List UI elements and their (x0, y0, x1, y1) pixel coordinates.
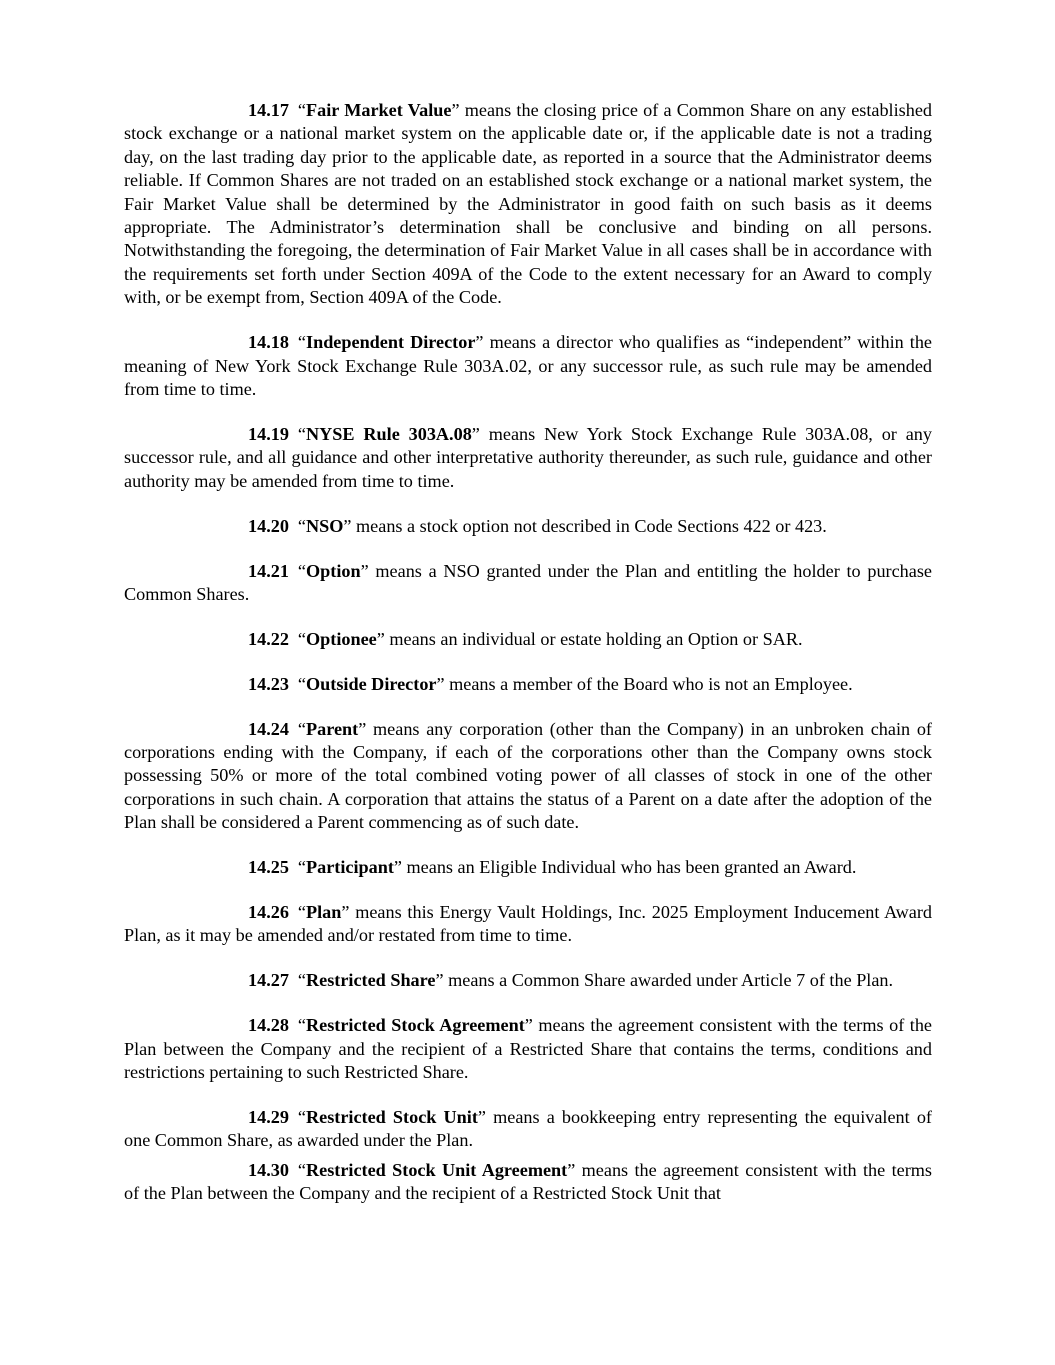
defined-term: Restricted Stock Agreement (306, 1015, 525, 1036)
section-number: 14.17 (248, 100, 289, 120)
section-number: 14.25 (248, 857, 289, 878)
definition-text: means an individual or estate holding an Option or SAR. (384, 628, 803, 649)
definition-text: means this Energy Vault Holdings, Inc. 2025 Employment Inducement Award Plan, as it may be amended and/or restated from time to time. (124, 902, 932, 946)
defined-term: Plan (306, 902, 342, 923)
definition-14-24: 14.24 “Parent” means any corporation (other than the Company) in an unbroken chain of corporations ending with the Company, if each of the corporations other than the Company owns stock possessing 50% or more of the total combined voting power of all classes of stock in one of the other corporations in such chain. A corporation that attains the status of a Parent on a date after the adoption of the Plan shall be considered a Parent commencing as of such date. (124, 718, 932, 833)
section-number: 14.29 (248, 1107, 289, 1127)
definition-text: means a stock option not described in Code Sections 422 or 423. (351, 515, 827, 536)
definition-text: means an Eligible Individual who has been granted an Award. (401, 857, 857, 878)
section-number: 14.30 (248, 1159, 289, 1180)
definition-text: means New York Stock Exchange Rule 303A.08, or any successor rule, and all guidance and other interpretative authority thereunder, as such rule, guidance and other authority may be amended from time to time. (124, 423, 932, 491)
definition-text: means a director who qualifies as “independent” within the meaning of New York Stock Exchange Rule 303A.02, or any successor rule, as such rule may be amended from time to time. (124, 332, 933, 399)
section-number: 14.27 (248, 970, 289, 991)
definition-14-19: 14.19 “NYSE Rule 303A.08” means New York Stock Exchange Rule 303A.08, or any successor rule, and all guidance and other interpretative authority thereunder, as such rule, guidance and other authority may be amended from time to time. (124, 423, 932, 491)
definition-text: means the closing price of a Common Share on any established stock exchange or a national market system on the applicable date or, if the applicable date is not a trading day, on the last trading day prior to the applicable date, as reported in a source that the Administrator deems reliable. If Common Shares are not traded on an established stock exchange or a national market system, the Fair Market Value shall be determined by the Administrator in good faith on such basis as it deems appropriate. The Administrator’s determination shall be conclusive and binding on all persons. Notwithstanding the foregoing, the determination of Fair Market Value in all cases shall be in accordance with the requirements set forth under Section 409A of the Code to the extent necessary for an Award to comply with, or be exempt from, Section 409A of the Code. (124, 100, 933, 308)
defined-term: Outside Director (306, 673, 437, 694)
defined-term: Parent (306, 718, 359, 739)
section-number: 14.18 (248, 332, 289, 353)
definition-14-30: 14.30 “Restricted Stock Unit Agreement” means the agreement consistent with the terms of the Plan between the Company and the recipient of a Restricted Stock Unit that (124, 1159, 932, 1204)
defined-term: NSO (306, 515, 344, 536)
section-number: 14.20 (248, 515, 289, 536)
defined-term: Participant (306, 857, 394, 878)
definition-text: means any corporation (other than the Company) in an unbroken chain of corporations ending with the Company, if each of the corporations other than the Company owns stock possessing 50% or more of the total combined voting power of all classes of stock in one of the other corporations in such chain. A corporation that attains the status of a Parent on a date after the adoption of the Plan shall be considered a Parent commencing as of such date. (124, 718, 932, 833)
definition-14-17: 14.17 “Fair Market Value” means the closing price of a Common Share on any established stock exchange or a national market system on the applicable date or, if the applicable date is not a trading day, on the last trading day prior to the applicable date, as reported in a source that the Administrator deems reliable. If Common Shares are not traded on an established stock exchange or a national market system, the Fair Market Value shall be determined by the Administrator in good faith on such basis as it deems appropriate. The Administrator’s determination shall be conclusive and binding on all persons. Notwithstanding the foregoing, the determination of Fair Market Value in all cases shall be in accordance with the requirements set forth under Section 409A of the Code to the extent necessary for an Award to comply with, or be exempt from, Section 409A of the Code. (124, 100, 933, 308)
definition-14-18: 14.18 “Independent Director” means a director who qualifies as “independent” within the meaning of New York Stock Exchange Rule 303A.02, or any successor rule, as such rule may be amended from time to time. (124, 332, 933, 399)
section-number: 14.21 (248, 560, 289, 581)
definition-14-25: 14.25 “Participant” means an Eligible Individual who has been granted an Award. (248, 857, 857, 878)
document-page (124, 99, 932, 1227)
section-number: 14.22 (248, 628, 289, 649)
defined-term: Restricted Share (306, 970, 436, 991)
definition-text: means the agreement consistent with the terms of the Plan between the Company and the recipient of a Restricted Share that contains the terms, conditions and restrictions pertaining to such Restricted Share. (124, 1015, 932, 1083)
defined-term: Optionee (306, 628, 377, 649)
definition-14-22: 14.22 “Optionee” means an individual or estate holding an Option or SAR. (248, 628, 803, 649)
definition-14-27: 14.27 “Restricted Share” means a Common Share awarded under Article 7 of the Plan. (248, 970, 894, 991)
defined-term: NYSE Rule 303A.08 (306, 423, 472, 444)
section-number: 14.28 (248, 1015, 289, 1036)
definition-14-23: 14.23 “Outside Director” means a member of the Board who is not an Employee. (248, 673, 853, 694)
defined-term: Restricted Stock Unit Agreement (306, 1159, 568, 1180)
definition-text: means a member of the Board who is not an Employee. (444, 673, 853, 694)
definition-14-21: 14.21 “Option” means a NSO granted under the Plan and entitling the holder to purchase Common Shares. (124, 560, 932, 604)
section-number: 14.26 (248, 902, 289, 923)
defined-term: Independent Director (306, 332, 476, 353)
definition-14-20: 14.20 “NSO” means a stock option not described in Code Sections 422 or 423. (248, 515, 827, 536)
definition-text: means a NSO granted under the Plan and entitling the holder to purchase Common Shares. (124, 560, 932, 604)
definition-14-29: 14.29 “Restricted Stock Unit” means a bookkeeping entry representing the equivalent of one Common Share, as awarded under the Plan. (124, 1107, 932, 1151)
definition-text: means a Common Share awarded under Article 7 of the Plan. (443, 970, 894, 991)
definition-14-26: 14.26 “Plan” means this Energy Vault Holdings, Inc. 2025 Employment Inducement Award Plan, as it may be amended and/or restated from time to time. (124, 902, 932, 946)
definition-14-28: 14.28 “Restricted Stock Agreement” means the agreement consistent with the terms of the Plan between the Company and the recipient of a Restricted Share that contains the terms, conditions and restrictions pertaining to such Restricted Share. (124, 1015, 932, 1083)
defined-term: Restricted Stock Unit (306, 1107, 478, 1127)
section-number: 14.23 (248, 673, 289, 694)
definition-text: means a bookkeeping entry representing the equivalent of one Common Share, as awarded under the Plan. (124, 1107, 932, 1151)
defined-term: Fair Market Value (306, 100, 452, 120)
definition-text: means the agreement consistent with the terms of the Plan between the Company and the recipient of a Restricted Stock Unit that (124, 1159, 932, 1204)
defined-term: Option (306, 560, 361, 581)
section-number: 14.19 (248, 423, 289, 444)
section-number: 14.24 (248, 718, 289, 739)
